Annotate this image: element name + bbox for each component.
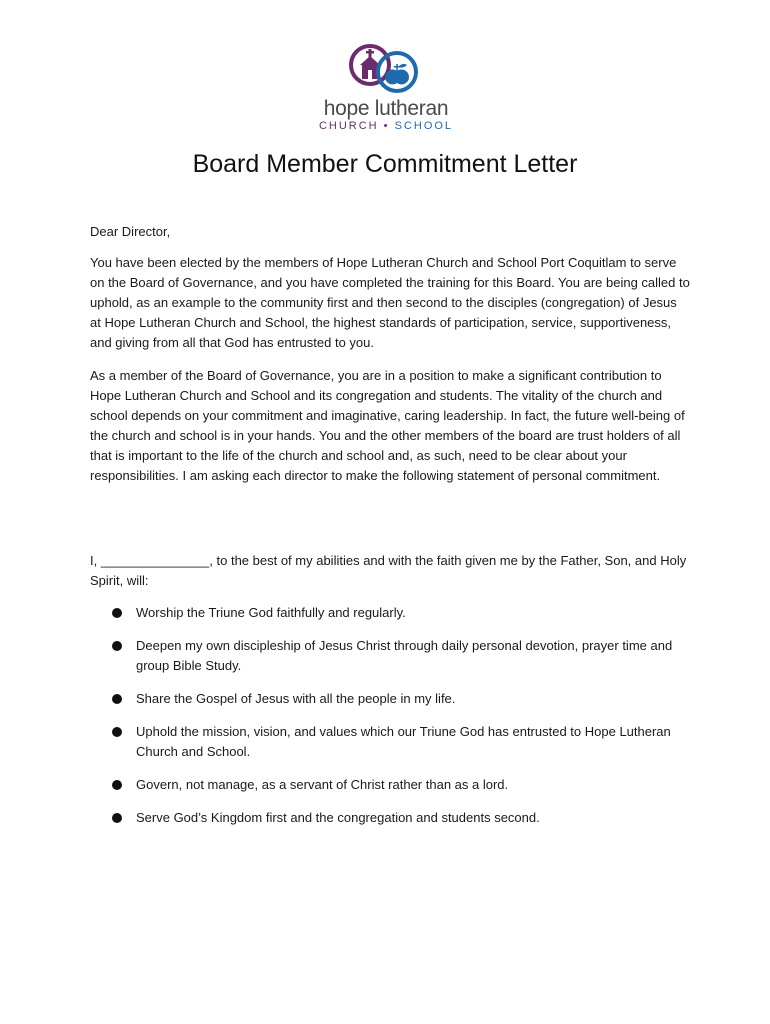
commitment-list — [90, 603, 690, 841]
commitment-item: Serve God’s Kingdom first and the congregation and students second. — [90, 808, 690, 828]
commitment-item: Worship the Triune God faithfully and regularly. — [90, 603, 690, 623]
page-title: Board Member Commitment Letter — [192, 150, 578, 178]
pledge-intro: I, _______________, to the best of my abilities and with the faith given me by the Father, Son, and Holy Spirit, will: — [90, 553, 687, 588]
logo-subtitle — [316, 119, 456, 133]
salutation: Dear Director, — [90, 224, 171, 239]
hope-lutheran-logo — [316, 43, 456, 133]
commitment-item: Share the Gospel of Jesus with all the people in my life. — [90, 689, 690, 709]
commitment-item: Deepen my own discipleship of Jesus Christ through daily personal devotion, prayer time and group Bible Study. — [90, 636, 690, 676]
logo-name: hope lutheran — [323, 97, 449, 120]
paragraph-1: You have been elected by the members of Hope Lutheran Church and School Port Coquitlam to serve on the Board of Governance, and you have completed the training for this Board. You are being called to uphold, as an example to the community first and then second to the disciples (congregation) of Jesus at Hope Lutheran Church and School, the highest standards of participation, service, supportiveness, and giving from all that God has entrusted to you. — [90, 255, 690, 350]
logo-separator: • — [383, 120, 390, 132]
paragraph-2: As a member of the Board of Governance, you are in a position to make a significant contribution to Hope Lutheran Church and School and its congregation and students. The vitality of the church and school depends on your commitment and imaginative, caring leadership. In fact, the future well-being of the church and school is in your hands. You and the other members of the board are trust holders of all that is important to the life of the church and school and, as such, need to be clear about your responsibilities. I am asking each director to make the following statement of personal commitment. — [90, 368, 685, 483]
logo-church: CHURCH — [318, 120, 379, 132]
commitment-item: Govern, not manage, as a servant of Christ rather than as a lord. — [90, 775, 690, 795]
church-apple-logo-icon — [348, 43, 424, 97]
commitment-item: Uphold the mission, vision, and values which our Triune God has entrusted to Hope Lutheran Church and School. — [90, 722, 690, 762]
logo-school: SCHOOL — [394, 120, 454, 132]
